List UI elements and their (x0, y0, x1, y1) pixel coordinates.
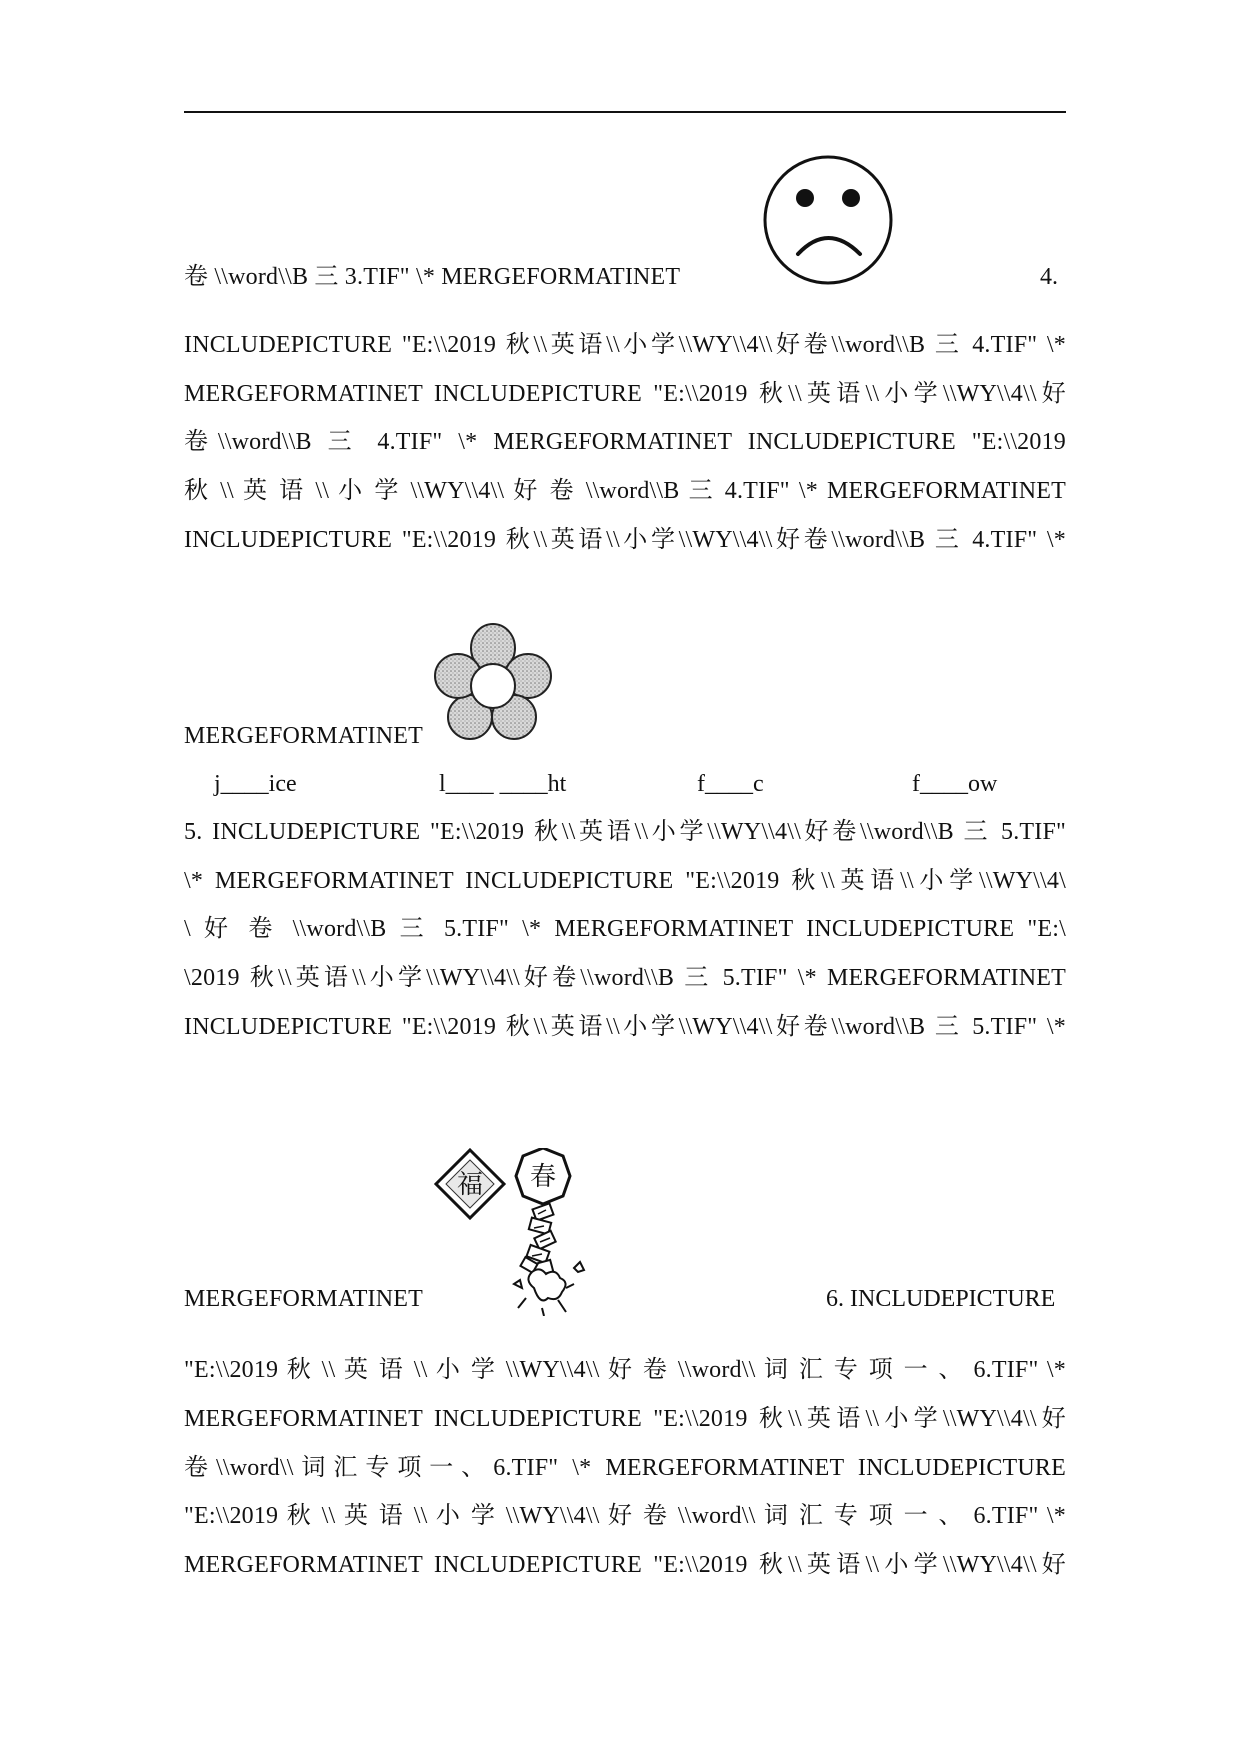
fill-blank-3: f____c (697, 771, 764, 797)
doc-line-15: "E:\\2019 秋 \\ 英 语 \\ 小 学 \\WY\\4\\ 好 卷 \\word\\ 词 汇 专 项 一 、 6.TIF" \* (184, 1357, 1066, 1383)
doc-line-3: MERGEFORMATINET INCLUDEPICTURE "E:\\2019 秋\\英语\\小学\\WY\\4\\好 (184, 381, 1066, 407)
doc-line-1: 卷 \\word\\B 三 3.TIF" \* MERGEFORMATINET (184, 264, 681, 290)
doc-line-7: MERGEFORMATINET (184, 723, 424, 749)
doc-line-2: INCLUDEPICTURE "E:\\2019 秋\\英语\\小学\\WY\\4\\好卷\\word\\B 三 4.TIF" \* (184, 332, 1066, 358)
fill-blank-2: l____ ____ht (439, 771, 567, 797)
chun-character: 春 (529, 1162, 557, 1192)
doc-line-11: \ 好 卷 \\word\\B 三 5.TIF" \* MERGEFORMATINET INCLUDEPICTURE "E:\ (184, 916, 1066, 942)
doc-line-13: INCLUDEPICTURE "E:\\2019 秋\\英语\\小学\\WY\\4\\好卷\\word\\B 三 5.TIF" \* (184, 1014, 1066, 1040)
doc-line-14-right: 6. INCLUDEPICTURE (826, 1286, 1056, 1312)
doc-line-17: 卷\\word\\词汇专项一、6.TIF" \* MERGEFORMATINET INCLUDEPICTURE (184, 1455, 1066, 1481)
doc-line-1-right: 4. (1040, 264, 1058, 290)
header-rule (184, 111, 1066, 113)
fu-character: 福 (456, 1170, 484, 1200)
doc-line-12: \2019 秋\\英语\\小学\\WY\\4\\好卷\\word\\B 三 5.TIF" \* MERGEFORMATINET (184, 965, 1066, 991)
fill-blank-1: j____ice (214, 771, 297, 797)
doc-line-18: "E:\\2019 秋 \\ 英 语 \\ 小 学 \\WY\\4\\ 好 卷 \\word\\ 词 汇 专 项 一 、 6.TIF" \* (184, 1503, 1066, 1529)
doc-line-14: MERGEFORMATINET (184, 1286, 424, 1312)
doc-line-9: 5. INCLUDEPICTURE "E:\\2019 秋\\英语\\小学\\WY\\4\\好卷\\word\\B 三 5.TIF" (184, 819, 1066, 845)
doc-line-6: INCLUDEPICTURE "E:\\2019 秋\\英语\\小学\\WY\\4\\好卷\\word\\B 三 4.TIF" \* (184, 527, 1066, 553)
doc-line-5: 秋 \\ 英 语 \\ 小 学 \\WY\\4\\ 好 卷 \\word\\B 三 4.TIF" \* MERGEFORMATINET (184, 478, 1066, 504)
doc-line-4: 卷\\word\\B 三 4.TIF" \* MERGEFORMATINET INCLUDEPICTURE "E:\\2019 (184, 429, 1066, 455)
doc-line-19: MERGEFORMATINET INCLUDEPICTURE "E:\\2019 秋\\英语\\小学\\WY\\4\\好 (184, 1552, 1066, 1578)
doc-line-16: MERGEFORMATINET INCLUDEPICTURE "E:\\2019 秋\\英语\\小学\\WY\\4\\好 (184, 1406, 1066, 1432)
fill-blank-4: f____ow (912, 771, 998, 797)
doc-line-10: \* MERGEFORMATINET INCLUDEPICTURE "E:\\2019 秋\\英语\\小学\\WY\\4\ (184, 868, 1066, 894)
